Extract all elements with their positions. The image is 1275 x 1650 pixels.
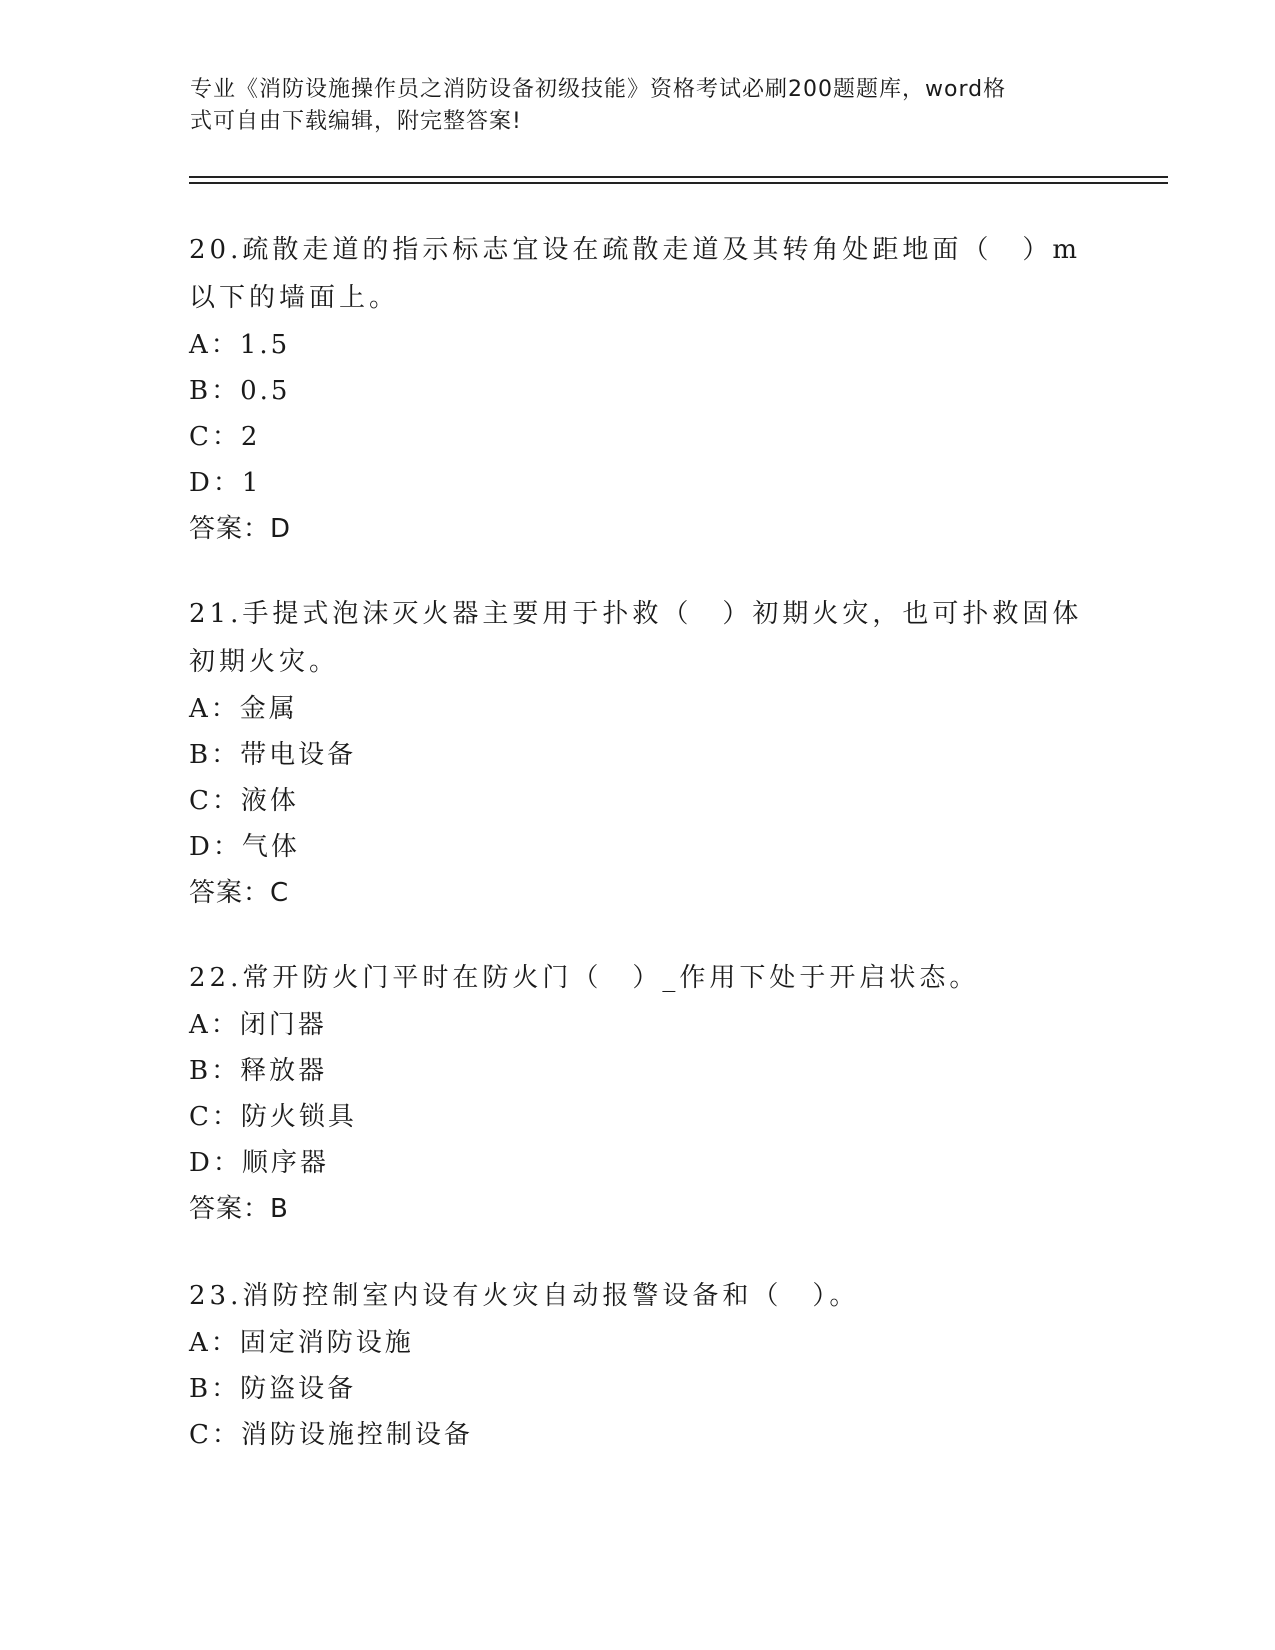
option-c: C：2 xyxy=(189,422,261,452)
question-stem: 20.疏散走道的指示标志宜设在疏散走道及其转角处距地面（ ）m以下的墙面上。 xyxy=(189,235,1082,313)
question-21 xyxy=(189,590,1089,916)
option-d: D：1 xyxy=(189,468,262,498)
option-b: B：释放器 xyxy=(189,1056,328,1086)
question-stem: 22.常开防火门平时在防火门（ ）_作用下处于开启状态。 xyxy=(189,963,980,993)
question-22 xyxy=(189,954,1089,1232)
option-c: C：消防设施控制设备 xyxy=(189,1420,473,1450)
answer: 答案：D xyxy=(189,514,292,544)
option-d: D：顺序器 xyxy=(189,1148,329,1178)
header-divider-top xyxy=(189,176,1168,178)
option-a: A：1.5 xyxy=(189,330,291,360)
option-a: A：闭门器 xyxy=(189,1010,327,1040)
option-b: B：防盗设备 xyxy=(189,1374,357,1404)
document-header xyxy=(190,74,1080,138)
question-23 xyxy=(189,1272,1089,1458)
question-stem: 21.手提式泡沫灭火器主要用于扑救（ ）初期火灾，也可扑救固体初期火灾。 xyxy=(189,599,1083,677)
answer: 答案：C xyxy=(189,878,290,908)
header-line-1: 专业《消防设施操作员之消防设备初级技能》资格考试必刷200题题库，word格 xyxy=(190,77,1007,102)
answer: 答案：B xyxy=(189,1194,289,1224)
header-line-2: 式可自由下载编辑，附完整答案! xyxy=(190,109,522,134)
option-b: B：带电设备 xyxy=(189,740,357,770)
option-a: A：固定消防设施 xyxy=(189,1328,414,1358)
option-b: B：0.5 xyxy=(189,376,291,406)
option-d: D：气体 xyxy=(189,832,300,862)
option-a: A：金属 xyxy=(189,694,298,724)
question-stem: 23.消防控制室内设有火灾自动报警设备和（ ）。 xyxy=(189,1281,860,1311)
option-c: C：防火锁具 xyxy=(189,1102,357,1132)
question-20 xyxy=(189,226,1089,552)
option-c: C：液体 xyxy=(189,786,299,816)
header-divider-bottom xyxy=(189,182,1168,184)
